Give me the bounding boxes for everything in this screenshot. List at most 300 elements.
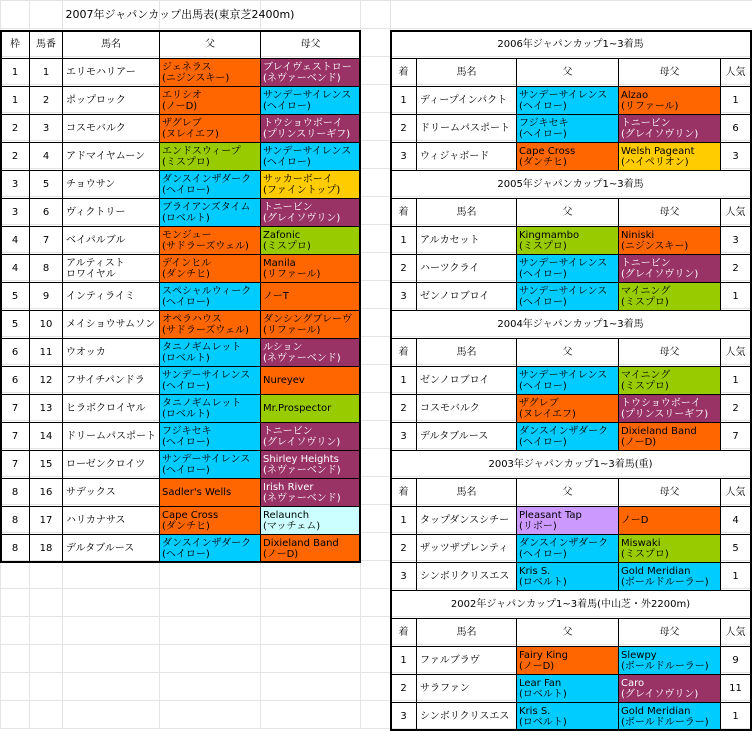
result-sire (516, 674, 619, 703)
race-waku-text: 3 (11, 179, 19, 190)
result-sire-text: サンデーサイレンス (ヘイロー) (519, 257, 608, 280)
race-umaban-text: 11 (39, 347, 53, 358)
result-popularity (720, 226, 751, 255)
race-horse-name-text: ベイパルブル (66, 235, 126, 246)
result-rank (390, 254, 417, 283)
race-waku (0, 338, 30, 367)
result-damsire (618, 422, 721, 451)
results-header-0-text: 着 (398, 487, 409, 498)
result-sire-text: Kingmambo (ミスプロ) (519, 229, 580, 252)
results-header-2-text: 父 (562, 67, 573, 78)
result-sire (516, 226, 619, 255)
race-umaban-text: 6 (42, 207, 50, 218)
result-rank-text: 3 (400, 711, 407, 722)
result-horse-name (416, 254, 517, 283)
result-damsire-text: マイニング (ミスプロ) (621, 369, 671, 392)
result-sire (516, 702, 619, 731)
race-horse-name (62, 366, 160, 395)
race-header-0-text: 枠 (10, 39, 20, 50)
race-damsire (260, 254, 361, 283)
race-umaban-text: 14 (39, 431, 53, 442)
result-damsire (618, 114, 721, 143)
results-header-0 (390, 198, 417, 227)
result-damsire (618, 226, 721, 255)
race-table-title-text: 2007年ジャパンカップ出馬表(東京芝2400m) (65, 8, 295, 21)
result-rank-text: 2 (400, 403, 407, 414)
race-damsire-text: トニービン (グレイソヴリン) (263, 425, 341, 448)
result-horse-name (416, 674, 517, 703)
result-horse-name-text: シンボリクリスエス (420, 571, 510, 582)
result-damsire-text: Gold Meridian (ボールドルーラー) (621, 705, 709, 728)
result-rank-text: 3 (400, 571, 407, 582)
race-sire (159, 310, 261, 339)
result-sire (516, 534, 619, 563)
race-waku (0, 198, 30, 227)
result-popularity-text: 6 (732, 123, 739, 134)
result-rank-text: 1 (400, 95, 407, 106)
result-popularity-text: 9 (732, 655, 739, 666)
race-horse-name (62, 142, 160, 171)
race-damsire (260, 310, 361, 339)
race-umaban (29, 114, 63, 143)
race-umaban (29, 310, 63, 339)
race-horse-name-text: ハリカナサス (66, 515, 126, 526)
race-waku (0, 366, 30, 395)
race-umaban (29, 422, 63, 451)
race-damsire (260, 450, 361, 479)
result-popularity (720, 254, 751, 283)
race-umaban-text: 18 (39, 543, 53, 554)
result-rank-text: 2 (400, 263, 407, 274)
result-popularity (720, 114, 751, 143)
result-popularity-text: 3 (732, 235, 739, 246)
race-horse-name (62, 58, 160, 87)
result-damsire-text: Niniski (ニジンスキー) (621, 229, 689, 252)
race-umaban-text: 13 (39, 403, 53, 414)
race-damsire-text: Nureyev (263, 375, 305, 386)
result-rank (390, 86, 417, 115)
race-umaban-text: 3 (42, 123, 50, 134)
result-sire (516, 254, 619, 283)
race-header-3-text: 父 (205, 39, 215, 50)
race-umaban (29, 394, 63, 423)
result-damsire (618, 702, 721, 731)
results-header-2-text: 父 (562, 347, 573, 358)
results-title-text: 2004年ジャパンカップ1~3着馬 (497, 319, 644, 330)
race-header-1-text: 馬番 (36, 39, 56, 50)
race-sire-text: ザグレブ (ヌレイエフ) (162, 117, 219, 140)
results-header-0-text: 着 (398, 347, 409, 358)
race-horse-name (62, 170, 160, 199)
result-sire-text: Lear Fan (ロベルト) (519, 677, 567, 700)
result-horse-name-text: サラファン (420, 683, 470, 694)
result-horse-name (416, 86, 517, 115)
race-umaban-text: 10 (39, 319, 53, 330)
result-horse-name-text: ゼンノロブロイ (420, 375, 490, 386)
result-sire-text: ダンスインザダーク (ヘイロー) (519, 425, 609, 448)
results-header-4 (720, 338, 751, 367)
result-sire-text: サンデーサイレンス (ヘイロー) (519, 89, 608, 112)
race-waku-text: 2 (11, 151, 19, 162)
race-sire (159, 226, 261, 255)
race-horse-name-text: デルタブルース (66, 543, 135, 554)
result-popularity-text: 2 (732, 263, 739, 274)
race-damsire-text: Mr.Prospector (263, 403, 332, 414)
result-horse-name (416, 142, 517, 171)
results-header-4-text: 人気 (725, 487, 746, 498)
result-damsire (618, 646, 721, 675)
result-rank (390, 394, 417, 423)
race-damsire (260, 142, 361, 171)
result-rank (390, 282, 417, 311)
race-umaban (29, 86, 63, 115)
result-popularity (720, 422, 751, 451)
race-waku (0, 58, 30, 87)
results-header-3-text: 母父 (659, 627, 680, 638)
race-damsire (260, 534, 361, 563)
race-umaban (29, 366, 63, 395)
result-sire-text: Cape Cross (ダンチヒ) (519, 145, 576, 168)
result-popularity-text: 3 (732, 151, 739, 162)
result-sire-text: Pleasant Tap (リボー) (519, 509, 582, 532)
result-horse-name-text: タップダンスシチー (420, 515, 510, 526)
result-damsire-text: Dixieland Band (ノーD) (621, 425, 697, 448)
results-header-3-text: 母父 (659, 487, 680, 498)
results-title (390, 590, 751, 619)
result-rank (390, 534, 417, 563)
result-rank-text: 2 (400, 683, 407, 694)
race-damsire (260, 506, 361, 535)
results-header-1 (416, 58, 517, 87)
race-umaban-text: 16 (39, 487, 53, 498)
results-title-text: 2002年ジャパンカップ1~3着馬(中山芝・外2200m) (450, 599, 691, 610)
race-horse-name-text: コスモバルク (66, 123, 126, 134)
results-header-4-text: 人気 (725, 207, 746, 218)
race-waku-text: 7 (11, 459, 19, 470)
race-sire (159, 58, 261, 87)
race-damsire-text: トニービン (グレイソヴリン) (263, 201, 341, 224)
race-umaban (29, 226, 63, 255)
race-sire (159, 338, 261, 367)
result-sire (516, 506, 619, 535)
race-umaban-text: 7 (42, 235, 50, 246)
race-horse-name-text: アルティスト ロワイヤル (66, 257, 125, 280)
result-rank (390, 226, 417, 255)
race-sire (159, 366, 261, 395)
result-rank-text: 3 (400, 431, 407, 442)
result-horse-name (416, 114, 517, 143)
result-popularity (720, 86, 751, 115)
race-horse-name (62, 422, 160, 451)
race-damsire-text: Manila (リファール) (263, 257, 321, 280)
results-header-1-text: 馬名 (456, 627, 477, 638)
race-horse-name-text: ヒラボクロイヤル (66, 403, 146, 414)
result-horse-name (416, 534, 517, 563)
race-horse-name (62, 506, 160, 535)
result-damsire (618, 394, 721, 423)
results-header-3-text: 母父 (659, 207, 680, 218)
results-header-2-text: 父 (562, 627, 573, 638)
race-waku-text: 6 (11, 347, 19, 358)
result-popularity (720, 562, 751, 591)
race-waku-text: 5 (11, 319, 19, 330)
race-umaban-text: 1 (42, 67, 50, 78)
race-damsire-text: サッカーボーイ (ファイントップ) (263, 173, 341, 196)
result-rank-text: 2 (400, 543, 407, 554)
race-sire-text: サンデーサイレンス (ヘイロー) (162, 369, 251, 392)
result-damsire (618, 142, 721, 171)
result-horse-name-text: ハーツクライ (420, 263, 480, 274)
race-sire-text: Sadler's Wells (162, 487, 232, 498)
race-sire (159, 534, 261, 563)
results-header-0-text: 着 (398, 627, 409, 638)
result-sire-text: Fairy King (ノーD) (519, 649, 568, 672)
result-popularity (720, 394, 751, 423)
result-sire-text: サンデーサイレンス (ヘイロー) (519, 285, 608, 308)
results-title (390, 450, 751, 479)
race-horse-name (62, 450, 160, 479)
result-rank (390, 702, 417, 731)
result-damsire-text: トウショウボーイ (プリンスリーギフ) (621, 397, 709, 420)
race-waku (0, 394, 30, 423)
race-horse-name (62, 478, 160, 507)
race-waku (0, 450, 30, 479)
race-umaban (29, 478, 63, 507)
race-horse-name (62, 198, 160, 227)
results-header-3 (618, 618, 721, 647)
race-header-2 (62, 30, 160, 59)
result-popularity-text: 2 (732, 403, 739, 414)
race-damsire-text: ルション (ネヴァーベンド) (263, 341, 341, 364)
results-header-1-text: 馬名 (456, 207, 477, 218)
result-rank-text: 3 (400, 291, 407, 302)
race-horse-name (62, 114, 160, 143)
race-damsire-text: Relaunch (マッチェム) (263, 509, 321, 532)
result-popularity-text: 1 (732, 291, 739, 302)
race-waku (0, 310, 30, 339)
results-header-1 (416, 198, 517, 227)
race-umaban (29, 170, 63, 199)
race-damsire-text: Zafonic (ミスプロ) (263, 229, 311, 252)
race-waku-text: 8 (11, 487, 19, 498)
race-horse-name-text: サデックス (66, 487, 116, 498)
race-waku (0, 114, 30, 143)
race-waku-text: 5 (11, 291, 19, 302)
race-umaban (29, 142, 63, 171)
result-damsire-text: トニービン (グレイソヴリン) (621, 257, 699, 280)
result-horse-name-text: ザッツザプレンティ (420, 543, 509, 554)
results-header-2 (516, 618, 619, 647)
race-umaban (29, 282, 63, 311)
result-sire (516, 366, 619, 395)
race-damsire (260, 394, 361, 423)
race-umaban-text: 9 (42, 291, 50, 302)
result-rank (390, 422, 417, 451)
results-header-1 (416, 478, 517, 507)
results-header-0 (390, 58, 417, 87)
result-popularity (720, 534, 751, 563)
race-waku (0, 254, 30, 283)
race-horse-name (62, 394, 160, 423)
race-horse-name (62, 254, 160, 283)
race-waku-text: 1 (11, 95, 19, 106)
race-sire (159, 142, 261, 171)
race-sire-text: ジェネラス (ニジンスキー) (162, 61, 230, 84)
result-rank (390, 646, 417, 675)
result-popularity-text: 7 (732, 431, 739, 442)
results-header-1-text: 馬名 (456, 347, 477, 358)
results-header-2 (516, 478, 619, 507)
result-rank-text: 2 (400, 123, 407, 134)
result-popularity (720, 366, 751, 395)
race-sire-text: エリシオ (ノーD) (162, 89, 202, 112)
race-sire (159, 422, 261, 451)
result-rank-text: 1 (400, 235, 407, 246)
result-sire (516, 114, 619, 143)
race-horse-name-text: ポップロック (66, 95, 126, 106)
result-horse-name-text: ドリームパスポート (420, 123, 510, 134)
race-waku-text: 1 (11, 67, 19, 78)
result-damsire-text: Caro (グレイソヴリン) (621, 677, 699, 700)
result-horse-name-text: アルカセット (420, 235, 480, 246)
results-header-4-text: 人気 (725, 347, 746, 358)
results-header-3 (618, 338, 721, 367)
race-sire (159, 254, 261, 283)
race-horse-name-text: インティライミ (66, 291, 135, 302)
result-popularity-text: 4 (732, 515, 739, 526)
race-sire (159, 114, 261, 143)
race-damsire (260, 366, 361, 395)
results-header-1-text: 馬名 (456, 67, 477, 78)
result-sire (516, 646, 619, 675)
race-horse-name-text: アドマイヤムーン (66, 151, 145, 162)
results-header-4 (720, 478, 751, 507)
result-damsire (618, 254, 721, 283)
result-popularity-text: 1 (732, 95, 739, 106)
race-umaban (29, 450, 63, 479)
race-sire-text: Cape Cross (ダンチヒ) (162, 509, 219, 532)
results-header-1 (416, 618, 517, 647)
race-horse-name-text: エリモハリアー (66, 67, 136, 78)
race-header-1 (29, 30, 63, 59)
result-sire-text: ザグレブ (ヌレイエフ) (519, 397, 576, 420)
race-horse-name-text: ローゼンクロイツ (66, 459, 146, 470)
result-sire (516, 422, 619, 451)
result-popularity (720, 702, 751, 731)
result-popularity (720, 282, 751, 311)
result-sire-text: ダンスインザダーク (ヘイロー) (519, 537, 609, 560)
race-waku (0, 142, 30, 171)
race-damsire (260, 282, 361, 311)
race-sire-text: デインヒル (ダンチヒ) (162, 257, 212, 280)
race-umaban-text: 2 (42, 95, 50, 106)
result-horse-name (416, 394, 517, 423)
race-sire (159, 450, 261, 479)
race-damsire-text: サンデーサイレンス (ヘイロー) (263, 89, 352, 112)
race-damsire-text: ダンシングブレーヴ (リファール) (263, 313, 352, 336)
result-horse-name (416, 226, 517, 255)
race-header-4 (260, 30, 361, 59)
race-horse-name (62, 282, 160, 311)
result-rank (390, 366, 417, 395)
result-damsire-text: Welsh Pageant (ハイペリオン) (621, 145, 695, 168)
result-popularity (720, 506, 751, 535)
race-damsire-text: ノーT (263, 291, 289, 302)
results-title-text: 2003年ジャパンカップ1~3着馬(重) (488, 459, 653, 470)
race-waku-text: 4 (11, 263, 19, 274)
race-header-2-text: 馬名 (101, 39, 121, 50)
results-header-1 (416, 338, 517, 367)
result-damsire-text: ノーD (621, 515, 649, 526)
result-horse-name-text: ゼンノロブロイ (420, 291, 490, 302)
race-header-3 (159, 30, 261, 59)
race-damsire (260, 478, 361, 507)
race-horse-name (62, 86, 160, 115)
result-horse-name (416, 562, 517, 591)
result-damsire-text: トニービン (グレイソヴリン) (621, 117, 699, 140)
race-waku (0, 282, 30, 311)
race-waku (0, 506, 30, 535)
race-waku (0, 86, 30, 115)
result-horse-name (416, 702, 517, 731)
results-header-0 (390, 338, 417, 367)
race-waku-text: 4 (11, 235, 19, 246)
race-umaban (29, 198, 63, 227)
race-header-4-text: 母父 (300, 39, 321, 50)
race-umaban (29, 534, 63, 563)
race-damsire-text: サンデーサイレンス (ヘイロー) (263, 145, 352, 168)
result-sire-text: Kris S. (ロベルト) (519, 705, 567, 728)
results-header-2-text: 父 (562, 487, 573, 498)
race-sire (159, 506, 261, 535)
result-damsire (618, 534, 721, 563)
results-header-3-text: 母父 (659, 67, 680, 78)
race-damsire-text: Irish River (ネヴァーベンド) (263, 481, 341, 504)
result-sire (516, 394, 619, 423)
result-damsire-text: マイニング (ミスプロ) (621, 285, 671, 308)
race-umaban-text: 5 (42, 179, 50, 190)
race-waku (0, 534, 30, 563)
results-header-4-text: 人気 (725, 67, 746, 78)
race-horse-name-text: フサイチパンドラ (66, 375, 145, 386)
race-sire-text: ダンスインザダーク (ヘイロー) (162, 173, 252, 196)
race-horse-name (62, 534, 160, 563)
results-header-2-text: 父 (562, 207, 573, 218)
race-waku (0, 170, 30, 199)
race-waku-text: 8 (11, 515, 19, 526)
result-popularity-text: 1 (732, 571, 739, 582)
results-header-3 (618, 58, 721, 87)
race-umaban (29, 506, 63, 535)
race-damsire-text: ブレイヴェストロー (ネヴァーベンド) (263, 61, 352, 84)
race-umaban (29, 338, 63, 367)
result-damsire (618, 506, 721, 535)
race-damsire (260, 422, 361, 451)
result-sire-text: Kris S. (ロベルト) (519, 565, 567, 588)
race-horse-name-text: ウオッカ (66, 347, 106, 358)
result-sire (516, 142, 619, 171)
results-title-text: 2005年ジャパンカップ1~3着馬 (497, 179, 644, 190)
race-sire-text: スペシャルウィーク (ヘイロー) (162, 285, 252, 308)
race-damsire (260, 226, 361, 255)
result-damsire (618, 674, 721, 703)
result-horse-name (416, 646, 517, 675)
result-horse-name (416, 422, 517, 451)
results-header-4 (720, 58, 751, 87)
result-horse-name (416, 366, 517, 395)
results-header-2 (516, 58, 619, 87)
race-sire-text: モンジュー (サドラーズウェル) (162, 229, 249, 252)
